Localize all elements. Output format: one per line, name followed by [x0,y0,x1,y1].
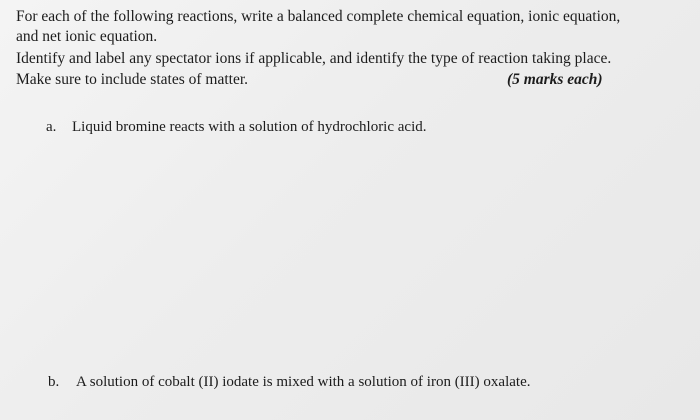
instruction-line-2: and net ionic equation. [16,28,158,45]
question-b-label: b. [48,374,60,390]
marks-note: (5 marks each) [507,71,603,88]
question-b-text: A solution of cobalt (II) iodate is mixed with a solution of iron (III) oxalate. [76,374,531,390]
instruction-line-3: Identify and label any spectator ions if applicable, and identify the type of reaction taking place. [16,50,612,67]
instruction-line-4: Make sure to include states of matter. [16,71,249,88]
question-a-label: a. [46,119,57,135]
instruction-line-1: For each of the following reactions, write a balanced complete chemical equation, ionic equation, [16,8,621,25]
question-a-text: Liquid bromine reacts with a solution of hydrochloric acid. [72,119,427,135]
